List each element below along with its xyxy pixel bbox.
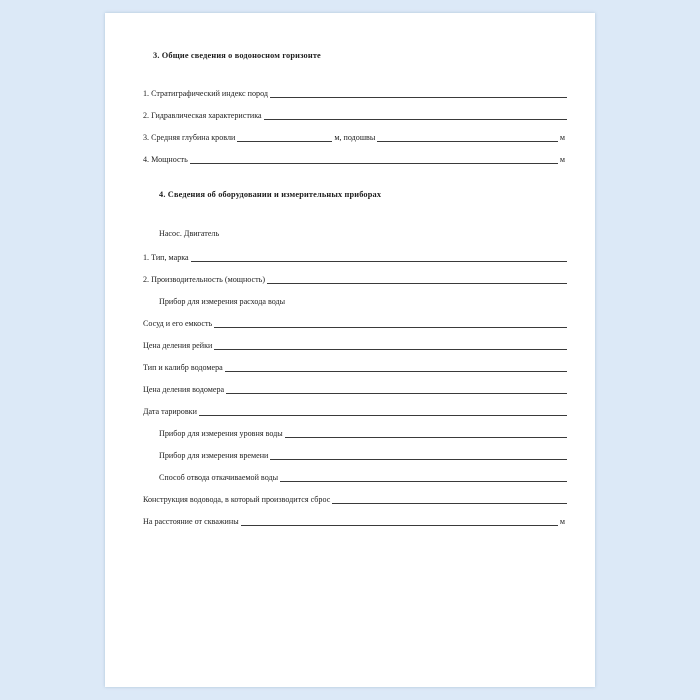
field-label: 3. Средняя глубина кровли (143, 133, 236, 142)
field-calibration-date (143, 407, 567, 416)
subheading-water-flow-device-row (143, 297, 567, 306)
document-content (105, 13, 595, 687)
field-blank-line[interactable] (270, 451, 567, 460)
field-distance-from-well (143, 517, 567, 526)
field-label: Прибор для измерения уровня воды (159, 429, 283, 438)
field-label: 1. Стратиграфический индекс пород (143, 89, 269, 98)
section-4-heading: 4. Сведения об оборудовании и измерительных приборах (159, 190, 382, 199)
field-label: 2. Производительность (мощность) (143, 275, 266, 284)
field-label: Способ отвода откачиваемой воды (159, 473, 279, 482)
field-blank-line[interactable] (241, 517, 558, 526)
field-blank-line[interactable] (280, 473, 567, 482)
field-hydraulic-characteristic (143, 111, 567, 120)
field-label: Конструкция водовода, в который производится сброс (143, 495, 331, 504)
field-label: Цена деления рейки (143, 341, 213, 350)
field-blank-line[interactable] (267, 275, 567, 284)
field-label: На расстояние от скважины (143, 517, 239, 526)
field-conduit-construction (143, 495, 567, 504)
field-rail-division-price (143, 341, 567, 350)
field-blank-line[interactable] (264, 111, 567, 120)
field-blank-line[interactable] (199, 407, 567, 416)
field-time-measurement-device (143, 451, 567, 460)
field-unit-bottom: м (559, 133, 565, 142)
field-blank-line[interactable] (214, 319, 567, 328)
field-type-brand (143, 253, 567, 262)
field-label: Прибор для измерения времени (159, 451, 269, 460)
field-blank-line-bottom[interactable] (377, 133, 558, 142)
field-productivity (143, 275, 567, 284)
subheading-pump-engine-row (143, 229, 567, 238)
field-label: Цена деления водомера (143, 385, 225, 394)
field-blank-line[interactable] (226, 385, 567, 394)
field-label: 4. Мощность (143, 155, 188, 164)
field-label: Тип и калибр водомера (143, 363, 223, 372)
field-water-discharge-method (143, 473, 567, 482)
field-unit-roof: м, подошвы (334, 133, 376, 142)
field-label: 2. Гидравлическая характеристика (143, 111, 262, 120)
field-vessel-capacity (143, 319, 567, 328)
subheading-water-flow-device: Прибор для измерения расхода воды (159, 297, 286, 306)
field-blank-line[interactable] (332, 495, 567, 504)
field-label: Сосуд и его емкость (143, 319, 213, 328)
field-water-meter-division-price (143, 385, 567, 394)
document-page (105, 13, 595, 687)
subheading-pump-engine: Насос. Двигатель (159, 229, 220, 238)
section-4-heading-row (143, 190, 567, 199)
field-thickness (143, 155, 567, 164)
field-blank-line[interactable] (285, 429, 567, 438)
field-water-meter-type (143, 363, 567, 372)
field-label: 1. Тип, марка (143, 253, 189, 262)
field-water-level-device (143, 429, 567, 438)
field-blank-line[interactable] (270, 89, 567, 98)
field-unit: м (559, 517, 565, 526)
field-blank-line[interactable] (190, 155, 558, 164)
field-unit: м (559, 155, 565, 164)
field-blank-line[interactable] (191, 253, 567, 262)
field-blank-line-roof[interactable] (237, 133, 332, 142)
field-average-roof-depth (143, 133, 567, 142)
field-label: Дата тарировки (143, 407, 197, 416)
field-stratigraphic-index (143, 89, 567, 98)
field-blank-line[interactable] (225, 363, 567, 372)
section-3-heading: 3. Общие сведения о водоносном горизонте (153, 51, 321, 60)
field-blank-line[interactable] (214, 341, 567, 350)
section-3-heading-row (143, 51, 567, 60)
